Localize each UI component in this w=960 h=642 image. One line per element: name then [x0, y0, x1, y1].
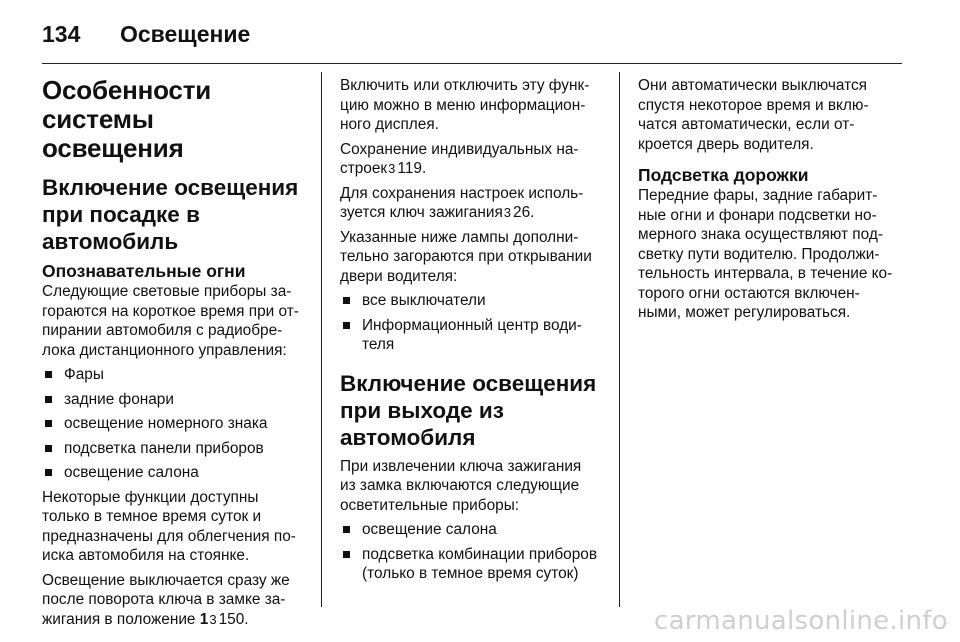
paragraph-auto-off — [638, 76, 906, 154]
watermark-site: carmanualsonline.info — [653, 606, 948, 636]
heading-path-lighting: Подсветка дорожки — [638, 165, 809, 185]
bullet-square-icon — [343, 297, 350, 304]
section-title-line: Особенности системы — [42, 75, 212, 134]
text-line: предназначены для облегчения по- — [42, 527, 296, 545]
ignition-position: 1 — [199, 610, 209, 628]
bullet-square-icon — [343, 526, 350, 533]
page-reference-icon: 3 — [388, 161, 396, 176]
list-item — [340, 316, 608, 355]
text-line: иска автомобиля на стоянке. — [42, 547, 250, 564]
text-line: из замка включаются следующие — [340, 477, 580, 494]
list-item-label: теля — [362, 336, 395, 353]
column-divider-2 — [619, 72, 620, 607]
text-line: мерного знака осуществляют под- — [638, 226, 883, 243]
list-item — [42, 414, 310, 434]
column-3 — [638, 76, 906, 328]
list-item — [340, 291, 608, 311]
list-item — [42, 390, 310, 410]
header-rule — [42, 63, 902, 64]
bullet-square-icon — [45, 396, 52, 403]
page-reference-link[interactable]: 150. — [218, 610, 249, 628]
section-title — [42, 76, 310, 163]
text-line: При извлечении ключа зажигания — [340, 457, 582, 475]
list-item-label: задние фонари — [64, 390, 174, 408]
paragraph-menu-toggle — [340, 76, 608, 135]
list-item-label: освещение салона — [362, 521, 497, 538]
subsection-title-line: автомобиля — [340, 424, 476, 450]
text-line: ного дисплея. — [340, 116, 439, 133]
subsection-title-line: при посадке в — [42, 202, 200, 227]
text-line: Освещение выключается сразу же — [42, 571, 290, 589]
spacer — [340, 360, 608, 370]
paragraph-ignition-key — [340, 184, 608, 223]
text-line: Включить или отключить эту функ- — [340, 77, 590, 94]
list-item-label: подсветка панели приборов — [64, 439, 264, 457]
text-line: Следующие световые приборы за- — [42, 283, 292, 300]
list-item-label: освещение номерного знака — [64, 415, 268, 432]
bullet-square-icon — [343, 551, 350, 558]
page-reference-link[interactable]: 26. — [513, 204, 535, 221]
text-line: осветительные приборы: — [340, 496, 520, 514]
page-reference-icon: 3 — [503, 205, 512, 220]
page-header — [42, 14, 250, 54]
text-line: лока дистанционного управления: — [42, 341, 287, 359]
subsection-title-entry — [42, 174, 310, 255]
text-line: Для сохранения настроек исполь- — [340, 184, 584, 202]
text-line: Указанные ниже лампы дополни- — [340, 228, 579, 246]
text-line: Некоторые функции доступны — [42, 488, 259, 506]
text-line: тельность интервала, в течение ко- — [638, 265, 893, 282]
page-reference-icon: 3 — [209, 611, 217, 627]
column-1 — [42, 76, 310, 634]
text-line — [340, 203, 608, 223]
list-item-label: Информационный центр води- — [362, 316, 582, 334]
bullet-square-icon — [45, 420, 52, 427]
subsection-title-line: при выходе из — [340, 397, 504, 423]
paragraph-driver-door-lamps — [340, 228, 608, 287]
heading-identification-lights: Опознавательные огни — [42, 261, 246, 281]
list-item — [42, 463, 310, 483]
text-line: тельно загораются при открывании — [340, 248, 592, 265]
text-fragment: зуется ключ зажигания — [340, 204, 503, 221]
text-line: цию можно в меню информацион- — [340, 96, 586, 114]
bullet-square-icon — [45, 371, 52, 378]
paragraph-path-lighting — [638, 186, 906, 323]
text-line — [340, 159, 608, 179]
subsection-title-line: Включение освещения — [42, 175, 299, 200]
list-item — [340, 545, 608, 584]
subsection-title-line: Включение освещения — [340, 370, 597, 396]
text-line: после поворота ключа в замке за- — [42, 591, 286, 608]
subsection-title-line: автомобиль — [42, 229, 179, 254]
column-2 — [340, 76, 608, 589]
subsection-title-exit — [340, 370, 608, 451]
text-fragment: строек — [340, 160, 388, 177]
text-line: чатся автоматически, если от- — [638, 116, 855, 133]
text-line — [42, 610, 310, 630]
list-item-label: Фары — [64, 366, 104, 383]
chapter-title: Освещение — [120, 20, 251, 47]
list-item-label: (только в темное время суток) — [362, 565, 579, 582]
text-line: ными, может регулироваться. — [638, 304, 851, 321]
list-item-label: освещение салона — [64, 464, 199, 481]
paragraph-lights-off — [42, 571, 310, 630]
text-line: спустя некоторое время и вклю- — [638, 96, 869, 114]
paragraph-key-removal — [340, 457, 608, 516]
text-fragment: жигания в положение — [42, 610, 200, 628]
paragraph-lights-list-intro — [42, 282, 310, 360]
column-divider-1 — [321, 72, 322, 607]
section-title-line: освещения — [42, 133, 184, 163]
text-line: пирании автомобиля с радиобре- — [42, 322, 283, 339]
text-line: Передние фары, задние габарит- — [638, 187, 878, 204]
text-line: только в темное время суток и — [42, 508, 262, 525]
page-reference-link[interactable]: 119. — [397, 160, 427, 177]
text-line: Они автоматически выключатся — [638, 77, 867, 94]
text-line: светку пути водителю. Продолжи- — [638, 245, 880, 263]
list-item — [42, 439, 310, 459]
text-line: торого огни остаются включен- — [638, 284, 860, 302]
bullet-square-icon — [45, 445, 52, 452]
list-item-label: подсветка комбинации приборов — [362, 545, 598, 563]
text-line: двери водителя: — [340, 267, 458, 285]
paragraph-night-functions — [42, 488, 310, 566]
list-item-label: все выключатели — [362, 292, 486, 309]
text-line: ные огни и фонари подсветки но- — [638, 206, 877, 224]
page-number: 134 — [42, 20, 81, 47]
list-item — [340, 520, 608, 540]
list-item — [42, 365, 310, 385]
bullet-square-icon — [343, 322, 350, 329]
bullet-square-icon — [45, 469, 52, 476]
paragraph-save-settings — [340, 140, 608, 179]
text-line: Сохранение индивидуальных на- — [340, 140, 579, 158]
text-line: гораются на короткое время при от- — [42, 302, 299, 320]
text-line: кроется дверь водителя. — [638, 135, 814, 153]
